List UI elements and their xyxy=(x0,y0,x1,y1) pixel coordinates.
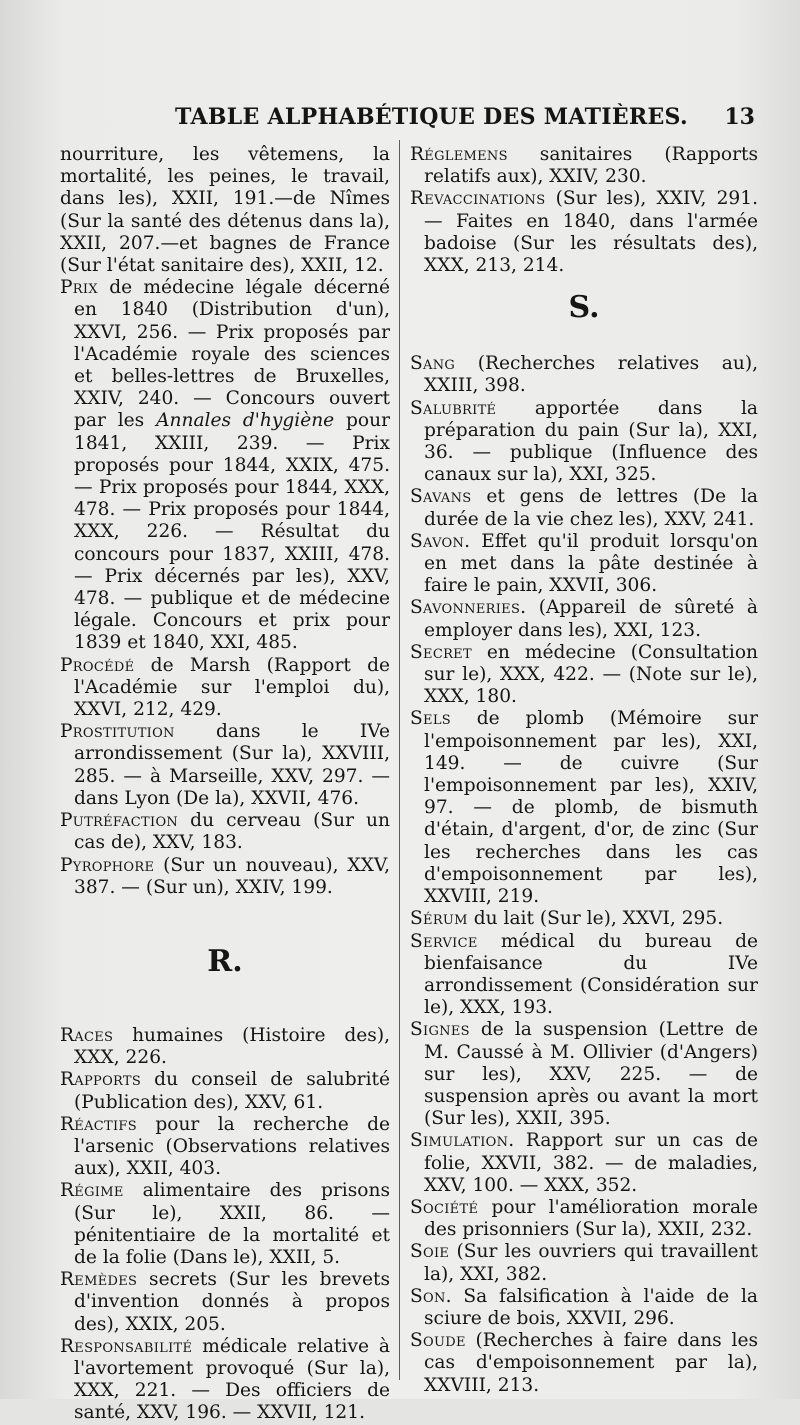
index-entry xyxy=(60,277,390,654)
running-title: TABLE ALPHABÉTIQUE DES MATIÈRES. xyxy=(175,104,688,130)
index-entry xyxy=(60,721,390,810)
entries-letter-p xyxy=(60,277,390,899)
entries-letter-s xyxy=(410,353,758,1397)
entry-headword: Signes xyxy=(410,1019,470,1041)
entry-text: et gens de lettres (De la durée de la vie chez les), XXV, 241. xyxy=(424,486,758,530)
entry-headword: Races xyxy=(60,1024,114,1046)
entries-letter-r xyxy=(60,1025,390,1425)
index-entry xyxy=(410,353,758,397)
index-entry xyxy=(60,1269,390,1336)
index-entry xyxy=(60,1180,390,1269)
entry-headword: Putréfaction xyxy=(60,810,179,832)
section-letter-s: S. xyxy=(568,290,600,326)
index-entry xyxy=(410,1019,758,1130)
entry-headword: Prostitution xyxy=(60,721,175,743)
entry-headword: Son xyxy=(410,1285,446,1307)
entry-headword: Réactifs xyxy=(60,1113,137,1135)
index-entry xyxy=(410,1197,758,1241)
entry-italic-title: Annales d'hygiène xyxy=(156,410,335,432)
entry-text: . Sa falsification à l'aide de la sciure de bois, XXVII, 296. xyxy=(424,1285,758,1329)
entry-text: . Rapport sur un cas de folie, XXVII, 382. — de maladies, XXV, 100. — XXX, 352. xyxy=(424,1130,758,1196)
index-entry xyxy=(410,1286,758,1330)
left-column xyxy=(60,144,390,1425)
entry-headword: Procédé xyxy=(60,654,135,676)
entry-text: (Sur un nouveau), XXV, 387. — (Sur un), XXIV, 199. xyxy=(74,854,390,898)
index-entry xyxy=(410,597,758,641)
entry-text: du lait (Sur le), XXVI, 295. xyxy=(467,908,724,930)
index-entry xyxy=(60,1025,390,1069)
entry-headword: Pyrophore xyxy=(60,854,155,876)
entry-text: (Recherches relatives au), XXIII, 398. xyxy=(424,353,758,397)
index-entry xyxy=(410,1330,758,1397)
continued-entry: nourriture, les vêtemens, la mortalité, les peines, le travail, dans les), XXII, 191.—de Nîmes (Sur la santé des détenus dans la), XXII, 207.—et bagnes de France (Sur l'état sanitaire des), XXII, 12. xyxy=(60,144,390,277)
entry-headword: Secret xyxy=(410,641,472,663)
entry-text: apportée dans la préparation du pain (Sur la), XXI, 36. — publique (Influence des canaux sur la), XXI, 325. xyxy=(424,397,758,486)
index-entry xyxy=(410,398,758,487)
entry-headword: Service xyxy=(410,930,478,952)
entry-text: (Recherches à faire dans les cas d'empoisonnement par la), XXVIII, 213. xyxy=(424,1330,758,1396)
index-entry xyxy=(410,531,758,598)
entry-text: pour la recherche de l'arsenic (Observations relatives aux), XXII, 403. xyxy=(74,1113,390,1180)
entry-text: alimentaire des prisons (Sur le), XXII, 86. — pénitentiaire de la mortalité et de la folie (Dans le), XXII, 5. xyxy=(74,1180,390,1268)
page-number: 13 xyxy=(724,104,755,130)
index-entry xyxy=(410,1130,758,1197)
index-entry xyxy=(410,486,758,530)
entry-text: médical du bureau de bienfaisance du IVe arrondissement (Considération sur le), XXX, 193. xyxy=(424,930,758,1019)
entry-headword: Responsabilité xyxy=(60,1335,193,1357)
index-entry xyxy=(410,642,758,709)
right-column xyxy=(410,144,758,1397)
entry-text: secrets (Sur les brevets d'invention donnés à propos des), XXIX, 205. xyxy=(74,1269,390,1335)
section-letter-r: R. xyxy=(207,943,243,979)
entry-text: médicale relative à l'avortement provoqué (Sur la), XXX, 221. — Des officiers de santé, XXV, 196. — XXVII, 121. xyxy=(74,1335,390,1424)
index-entry xyxy=(410,708,758,908)
entry-headword: Sang xyxy=(410,353,456,375)
index-entry xyxy=(60,1336,390,1425)
entry-text: du cerveau (Sur un cas de), XXV, 183. xyxy=(74,810,390,854)
entry-text-continued: pour 1841, XXIII, 239. — Prix proposés pour 1844, XXIX, 475. — Prix proposés pour 1844, XXX, 478. — Prix proposés pour 1844, XXX, 226. — Résultat du concours pour 1837, XXIII, 478. — Prix décernés par les), XXV, 478. — publique et de médecine légale. Concours et prix pour 1839 et 1840, XXI, 485. xyxy=(74,410,390,654)
entry-text: . (Appareil de sûreté à employer dans les), XXI, 123. xyxy=(424,597,758,641)
entry-headword: Société xyxy=(410,1196,479,1218)
entry-headword: Sérum xyxy=(410,908,468,930)
entry-text: (Sur les ouvriers qui travaillent la), XXI, 382. xyxy=(424,1241,758,1285)
entry-headword: Rapports xyxy=(60,1069,142,1091)
index-entry xyxy=(410,931,758,1020)
index-entry xyxy=(60,855,390,899)
entry-text: de la suspension (Lettre de M. Caussé à M. Ollivier (d'Angers) sur les), XXV, 225. — de suspension après ou avant la mort (Sur les), XXII, 395. xyxy=(424,1019,758,1130)
index-entry xyxy=(60,1114,390,1181)
entries-letter-r-continued xyxy=(410,144,758,277)
index-entry xyxy=(410,144,758,188)
entry-text: pour l'amélioration morale des prisonniers (Sur la), XXII, 232. xyxy=(424,1196,758,1241)
index-entry xyxy=(60,810,390,854)
entry-text: . Effet qu'il produit lorsqu'on en met dans la pâte destinée à faire le pain, XXVII, 306. xyxy=(424,530,758,597)
column-divider xyxy=(399,140,400,1380)
entry-headword: Soie xyxy=(410,1241,450,1263)
entry-text: de Marsh (Rapport de l'Académie sur l'emploi du), XXVI, 212, 429. xyxy=(74,654,390,721)
entry-headword: Régime xyxy=(60,1180,124,1202)
entry-text: du conseil de salubrité (Publication des), XXV, 61. xyxy=(74,1069,390,1113)
index-entry xyxy=(410,1241,758,1285)
index-entry xyxy=(410,188,758,277)
entry-headword: Savon xyxy=(410,530,465,552)
index-entry xyxy=(60,655,390,722)
entry-headword: Revaccinations xyxy=(410,188,546,210)
entry-text: (Sur les), XXIV, 291. — Faites en 1840, dans l'armée badoise (Sur les résultats des), XXX, 213, 214. xyxy=(424,188,758,277)
entry-text: de médecine légale décerné en 1840 (Distribution d'un), XXVI, 256. — Prix proposés par l'Académie royale des sciences et belles-lettres de Bruxelles, XXIV, 240. — Concours ouvert par les xyxy=(74,277,390,432)
entry-text: sanitaires (Rapports relatifs aux), XXIV, 230. xyxy=(424,144,758,188)
entry-text: en médecine (Consultation sur le), XXX, 422. — (Note sur le), XXX, 180. xyxy=(424,641,758,708)
index-entry xyxy=(410,908,758,930)
entry-text: de plomb (Mémoire sur l'empoisonnement par les), XXI, 149. — de cuivre (Sur l'empoisonnement par les), XXIV, 97. — de plomb, de bismuth d'étain, d'argent, d'or, de zinc (Sur les recherches dans les cas d'empoisonnement par les), XXVIII, 219. xyxy=(424,708,758,908)
entry-headword: Salubrité xyxy=(410,397,497,419)
entry-headword: Sels xyxy=(410,708,451,730)
entry-headword: Remèdes xyxy=(60,1269,138,1291)
entry-headword: Prix xyxy=(60,277,98,299)
entry-text: humaines (Histoire des), XXX, 226. xyxy=(74,1024,390,1069)
page-header xyxy=(175,104,755,138)
index-entry xyxy=(60,1069,390,1113)
entry-headword: Simulation xyxy=(410,1130,509,1152)
entry-headword: Savans xyxy=(410,486,472,508)
entry-headword: Réglemens xyxy=(410,144,508,165)
entry-headword: Savonneries xyxy=(410,597,521,619)
entry-text: dans le IVe arrondissement (Sur la), XXVIII, 285. — à Marseille, XXV, 297. — dans Lyon (De la), XXVII, 476. xyxy=(74,721,390,809)
entry-headword: Soude xyxy=(410,1330,466,1352)
